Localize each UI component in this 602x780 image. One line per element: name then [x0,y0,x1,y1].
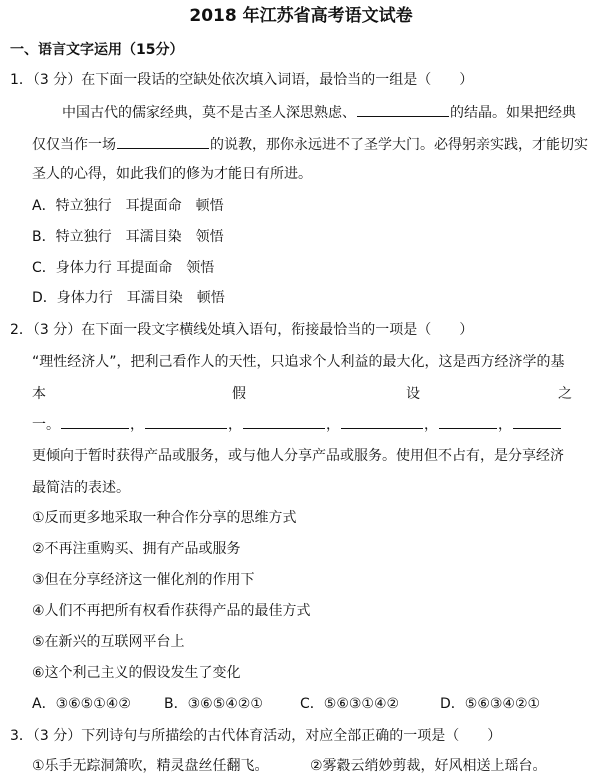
q2-passage-line-5: 最简洁的表述。 [32,480,130,496]
page-title: 2018 年江苏省高考语文试卷 [189,6,413,26]
fill-blank [145,414,227,429]
separator: ， [130,417,144,433]
q2-spread-char: 之 [558,386,572,402]
question-2-stem: 2．（3 分）在下面一段文字横线处填入语句，衔接最恰当的一项是（ ） [10,322,474,338]
q3-poem-line: ②雾縠云绡妙剪裁，好风相送上瑶台。 [310,758,547,774]
q2-answer-a[interactable]: A．③⑥⑤①④② [32,696,131,712]
separator: ， [228,417,242,433]
separator: ， [424,417,438,433]
q2-sentence-item: ②不再注重购买、拥有产品或服务 [32,541,241,557]
q2-sentence-item: ⑤在新兴的互联网平台上 [32,634,185,650]
q1-passage-line-2 [32,134,588,154]
q1-option-a[interactable]: A．特立独行 耳提面命 顿悟 [32,198,224,214]
separator: ， [326,417,340,433]
q2-sentence-item: ①反而更多地采取一种合作分享的思维方式 [32,510,297,526]
q2-spread-char: 设 [406,386,420,402]
fill-blank [61,414,129,429]
q1-option-c[interactable]: C．身体力行 耳提面命 领悟 [32,260,215,276]
fill-blank [243,414,325,429]
section-heading: 一、语言文字运用（15分） [10,42,184,58]
q2-spread-char: 本 [32,386,46,402]
question-3-stem: 3．（3 分）下列诗句与所描绘的古代体育活动，对应全部正确的一项是（ ） [10,728,502,744]
q1-passage-text: 的说教，那你永远进不了圣学大门。必得躬亲实践，才能切实 [210,137,588,153]
q2-sentence-item: ③但在分享经济这一催化剂的作用下 [32,572,255,588]
q1-option-b[interactable]: B．特立独行 耳濡目染 领悟 [32,229,224,245]
q1-passage-line-1 [62,102,576,122]
q2-answer-d[interactable]: D．⑤⑥③④②① [440,696,541,712]
q3-poem-line: ①乐手无踪洞箫吹，精灵盘丝任翻飞。 [32,758,269,774]
q2-passage-line-4: 更倾向于暂时获得产品或服务，或与他人分享产品或服务。使用但不占有，是分享经济 [32,448,564,464]
q2-passage-line-1: “理性经济人”，把利己看作人的天性，只追求个人利益的最大化，这是西方经济学的基 [32,354,565,370]
q2-passage-text: 一。 [32,417,60,433]
q2-answer-b[interactable]: B．③⑥⑤④②① [164,696,263,712]
q2-sentence-item: ⑥这个利己主义的假设发生了变化 [32,665,241,681]
q1-passage-line-3: 圣人的心得，如此我们的修为才能日有所进。 [32,166,312,182]
fill-blank [439,414,497,429]
q1-passage-text: 中国古代的儒家经典，莫不是古圣人深思熟虑、 [62,105,356,121]
question-1-stem: 1．（3 分）在下面一段话的空缺处依次填入词语，最恰当的一组是（ ） [10,72,474,88]
q1-option-d[interactable]: D．身体力行 耳濡目染 顿悟 [32,290,225,306]
q2-spread-char: 假 [232,386,246,402]
q1-passage-text: 仅仅当作一场 [32,137,116,153]
q1-passage-text: 的结晶。如果把经典 [450,105,576,121]
separator: ， [498,417,512,433]
q2-sentence-item: ④人们不再把所有权看作获得产品的最佳方式 [32,603,311,619]
fill-blank [513,414,561,429]
fill-blank [341,414,423,429]
q2-passage-line-3 [32,414,562,434]
fill-blank [357,102,449,117]
fill-blank [117,134,209,149]
q2-answer-c[interactable]: C．⑤⑥③①④② [300,696,400,712]
